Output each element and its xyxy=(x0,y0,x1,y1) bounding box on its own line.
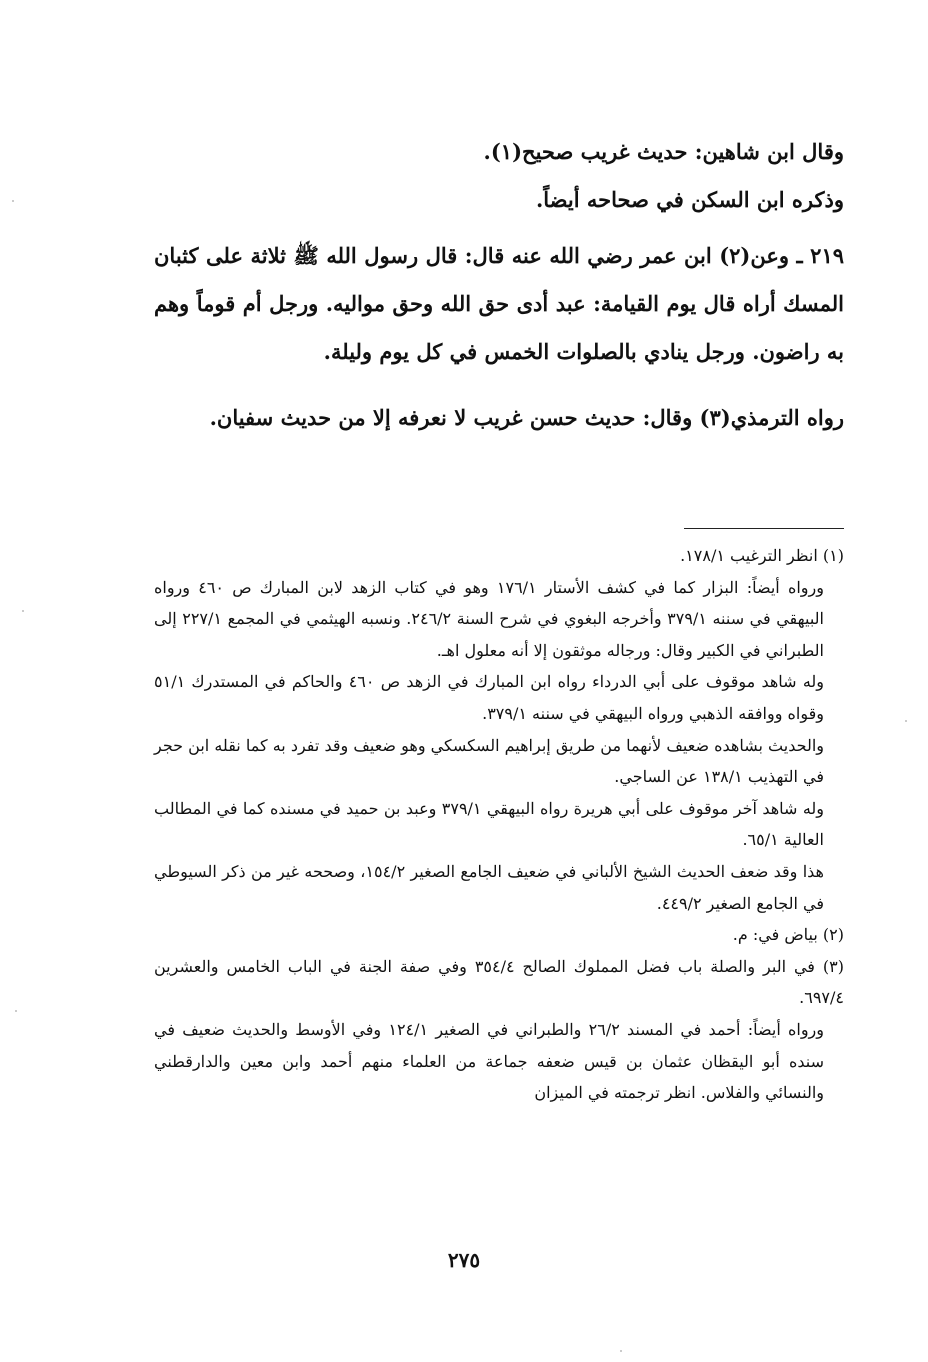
main-line-ibn-sakan: وذكره ابن السكن في صحاحه أيضاً. xyxy=(535,187,844,212)
main-text xyxy=(154,128,844,442)
footnote-1-para: هذا وقد ضعف الحديث الشيخ الألباني في ضعيف الجامع الصغير ١٥٤/٢، وصححه غير من ذكر السيوطي في الجامع الصغير ٤٤٩/٢. xyxy=(154,861,824,913)
footnote-1-para: ورواه أيضاً: البزار كما في كشف الأستار ١٧٦/١ وهو في كتاب الزهد لابن المبارك ص ٤٦٠ ورواه البيهقي في سننه ٣٧٩/١ وأخرجه البغوي في شرح السنة ٢٤٦/٢. ونسبه الهيثمي في المجمع ٢٢٧/١ إلى الطبراني في الكبير وقال: ورجاله موثقون إلا أنه معلول اهـ. xyxy=(154,577,825,660)
footnotes xyxy=(154,540,844,1109)
page-number: ٢٧٥ xyxy=(447,1248,481,1272)
scan-speck xyxy=(905,720,907,722)
footnote-separator xyxy=(684,528,844,529)
footnote-3-head: (٣) في البر والصلة باب فضل المملوك الصالح ٣٥٤/٤ وفي صفة الجنة في الباب الخامس والعشرين ٦٩٧/٤. xyxy=(154,956,845,1008)
hadith-219: ٢١٩ ـ وعن(٢) ابن عمر رضي الله عنه قال: قال رسول الله ﷺ ثلاثة على كثبان المسك أراه قال يوم القيامة: عبد أدى حق الله وحق مواليه. ورجل أم قوماً وهم به راضون. ورجل ينادي بالصلوات الخمس في كل يوم وليلة. xyxy=(154,243,845,364)
scan-speck xyxy=(15,1010,17,1012)
tirmidhi-note: رواه الترمذي(٣) وقال: حديث حسن غريب لا نعرفه إلا من حديث سفيان. xyxy=(209,405,844,430)
main-line-ibn-shahin: وقال ابن شاهين: حديث غريب صحيح(١). xyxy=(483,139,844,164)
footnote-2: (٢) بياض في: م. xyxy=(732,925,844,945)
footnote-1-para: وله شاهد آخر موقوف على أبي هريرة رواه البيهقي ٣٧٩/١ وعبد بن حميد في مسنده كما في المطالب العالية ٦٥/١. xyxy=(154,798,824,850)
footnote-1-para: والحديث بشاهده ضعيف لأنهما من طريق إبراهيم السكسكي وهو ضعيف وقد تفرد به كما نقله ابن حجر في التهذيب ١٣٨/١ عن الساجي. xyxy=(154,735,824,787)
footnote-3-para: ورواه أيضاً: أحمد في المسند ٢٦/٢ والطبراني في الصغير ١٢٤/١ وفي الأوسط والحديث ضعيف في سنده أبو اليقظان عثمان بن قيس ضعفه جماعة من العلماء منهم أحمد وابن معين والدارقطني والنسائي والفلاس. انظر ترجمته في الميزان xyxy=(154,1019,824,1103)
scan-speck xyxy=(12,200,14,202)
scan-speck xyxy=(620,1350,622,1352)
footnote-1-para: وله شاهد موقوف على أبي الدرداء رواه ابن المبارك في الزهد ص ٤٦٠ والحاكم في المستدرك ٥١/١ وقواه ووافقه الذهبي ورواه البيهقي في سننه ٣٧٩/١. xyxy=(154,672,824,723)
scan-speck xyxy=(22,610,24,612)
footnote-1-head: (١) انظر الترغيب ١٧٨/١. xyxy=(680,546,844,565)
